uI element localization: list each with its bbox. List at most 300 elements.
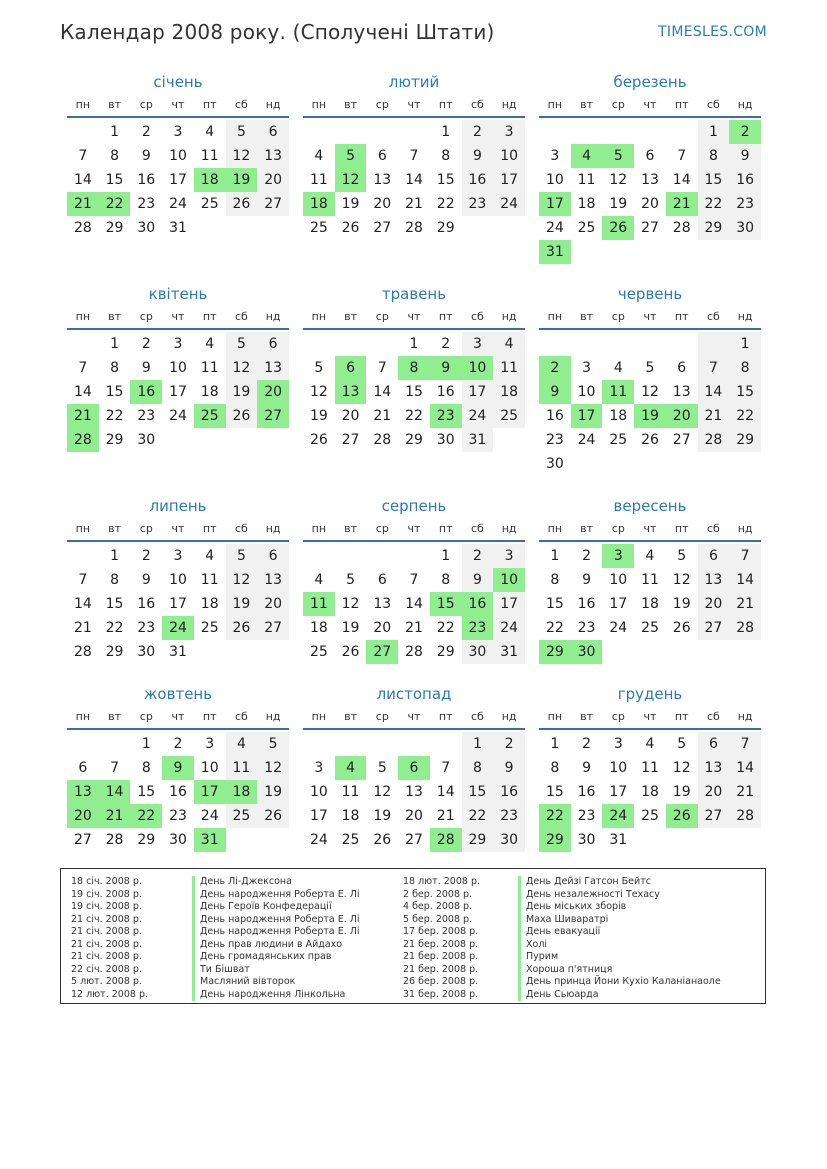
day-cell: 13 — [698, 568, 730, 592]
day-cell: 3 — [462, 332, 494, 356]
day-cell: 19 — [257, 780, 289, 804]
holiday-day-cell: 9 — [539, 380, 571, 404]
day-cell: 27 — [672, 432, 691, 448]
day-cell: 15 — [545, 596, 564, 612]
day-cell: 21 — [73, 620, 92, 636]
day-cell: 6 — [78, 760, 88, 776]
day-cell: 25 — [493, 404, 525, 428]
weekday-label: пт — [674, 310, 689, 323]
weekday-label: чт — [407, 98, 421, 111]
holiday-name: День незалежності Техасу — [518, 889, 721, 902]
day-cell: 7 — [110, 760, 120, 776]
month-name: липень — [149, 497, 207, 515]
day-cell: 20 — [257, 168, 289, 192]
weekday-label: нд — [501, 522, 517, 535]
day-cell: 29 — [436, 644, 455, 660]
weekday-label: вт — [580, 98, 593, 111]
day-cell: 8 — [729, 356, 761, 380]
day-cell: 17 — [169, 384, 187, 400]
day-cell: 2 — [173, 736, 183, 752]
holiday-day-cell: 20 — [257, 380, 289, 404]
holiday-day-cell: 22 — [130, 804, 162, 828]
day-cell: 11 — [641, 760, 659, 776]
holiday-date: 12 лют. 2008 р. — [71, 988, 148, 1000]
day-cell: 27 — [73, 832, 92, 848]
empty-day-cell — [666, 332, 698, 356]
holiday-day-cell: 23 — [462, 616, 494, 640]
day-cell: 19 — [341, 196, 360, 212]
holiday-day-cell: 24 — [602, 804, 634, 828]
day-cell: 28 — [73, 644, 92, 660]
weekday-label: пт — [202, 710, 217, 723]
day-cell: 27 — [641, 220, 659, 236]
day-cell: 27 — [373, 220, 392, 236]
weekday-label: пн — [311, 710, 327, 723]
holiday-date: 21 бер. 2008 р. — [403, 963, 479, 975]
day-cell: 27 — [405, 832, 423, 848]
day-cell: 19 — [226, 380, 258, 404]
weekday-label: пн — [547, 310, 563, 323]
day-cell: 2 — [582, 548, 592, 564]
holiday-day-cell: 28 — [67, 428, 99, 452]
day-cell: 3 — [550, 148, 560, 164]
weekday-label: пн — [311, 98, 327, 111]
day-cell: 28 — [373, 432, 392, 448]
weekday-label: сб — [471, 522, 484, 535]
day-cell: 10 — [545, 172, 564, 188]
day-cell: 12 — [226, 144, 258, 168]
weekday-label: пт — [674, 522, 689, 535]
day-cell: 27 — [341, 432, 360, 448]
holiday-date: 17 бер. 2008 р. — [403, 926, 479, 937]
day-cell: 23 — [169, 808, 187, 824]
holiday-day-cell: 27 — [366, 640, 398, 664]
day-cell: 20 — [341, 408, 360, 424]
day-cell: 9 — [141, 148, 151, 164]
day-cell: 14 — [698, 380, 730, 404]
weekday-label: сб — [707, 710, 720, 723]
day-cell: 1 — [698, 120, 730, 144]
holiday-day-cell: 9 — [430, 356, 462, 380]
day-cell: 8 — [462, 756, 494, 780]
holiday-name: Хороша п'ятниця — [518, 964, 721, 977]
day-cell: 25 — [609, 432, 628, 448]
holiday-names-left — [192, 876, 360, 1001]
day-cell: 22 — [729, 404, 761, 428]
weekday-label: ср — [375, 98, 389, 111]
day-cell: 22 — [436, 196, 455, 212]
day-cell: 6 — [645, 148, 655, 164]
weekday-label: чт — [643, 710, 657, 723]
month-12 — [539, 682, 761, 852]
holiday-name: День Лі-Джексона — [192, 876, 360, 889]
day-cell: 30 — [577, 832, 596, 848]
day-cell: 14 — [73, 172, 92, 188]
holiday-date: 18 лют. 2008 р. — [403, 876, 480, 887]
holiday-list — [60, 868, 766, 1004]
holiday-date: 21 бер. 2008 р. — [403, 951, 479, 962]
day-cell: 26 — [226, 404, 258, 428]
weekday-label: пн — [75, 522, 91, 535]
day-cell: 4 — [226, 732, 258, 756]
day-cell: 29 — [105, 644, 124, 660]
weekday-label: вт — [344, 710, 357, 723]
day-cell: 23 — [729, 192, 761, 216]
weekday-header — [67, 518, 289, 542]
day-cell: 29 — [462, 828, 494, 852]
day-cell: 16 — [169, 784, 187, 800]
weekday-label: чт — [171, 710, 185, 723]
holiday-day-cell: 26 — [666, 804, 698, 828]
weekday-label: пн — [311, 310, 327, 323]
weekday-label: вт — [344, 522, 357, 535]
holiday-day-cell: 20 — [67, 804, 99, 828]
day-cell: 23 — [137, 620, 156, 636]
day-cell: 17 — [309, 808, 328, 824]
day-cell: 27 — [698, 616, 730, 640]
holiday-day-cell: 22 — [539, 804, 571, 828]
day-cell: 29 — [137, 832, 156, 848]
holiday-date: 19 січ. 2008 р. — [71, 901, 142, 912]
day-cell: 3 — [173, 124, 183, 140]
day-cell: 26 — [341, 220, 360, 236]
holiday-date: 5 бер. 2008 р. — [403, 913, 473, 925]
day-cell: 6 — [377, 148, 387, 164]
holiday-date: 22 січ. 2008 р. — [71, 963, 142, 975]
day-cell: 3 — [582, 360, 592, 376]
day-cell: 8 — [141, 760, 151, 776]
day-cell: 7 — [729, 732, 761, 756]
day-cell: 22 — [698, 192, 730, 216]
day-cell: 8 — [441, 148, 451, 164]
weekday-label: вт — [108, 98, 121, 111]
day-cell: 20 — [257, 592, 289, 616]
holiday-day-cell: 17 — [194, 780, 226, 804]
weekday-label: чт — [171, 98, 185, 111]
day-cell: 1 — [141, 736, 151, 752]
holiday-day-cell: 5 — [335, 144, 367, 168]
day-cell: 20 — [405, 808, 423, 824]
day-cell: 15 — [545, 784, 564, 800]
empty-day-cell — [430, 732, 462, 756]
holiday-name: День міських зборів — [518, 901, 721, 914]
day-cell: 17 — [169, 172, 187, 188]
weekday-label: пт — [674, 710, 689, 723]
day-cell: 1 — [550, 548, 560, 564]
weekday-header — [539, 306, 761, 330]
holiday-day-cell: 28 — [430, 828, 462, 852]
weekday-label: вт — [580, 310, 593, 323]
day-cell: 12 — [309, 384, 328, 400]
day-cell: 1 — [441, 548, 451, 564]
weekday-label: пн — [75, 98, 91, 111]
day-cell: 13 — [257, 568, 289, 592]
day-cell: 7 — [409, 148, 419, 164]
month-name: жовтень — [143, 685, 213, 703]
holiday-day-cell: 13 — [67, 780, 99, 804]
holiday-day-cell: 11 — [602, 380, 634, 404]
day-cell: 19 — [672, 596, 691, 612]
month-7 — [67, 494, 289, 682]
day-cell: 7 — [441, 760, 451, 776]
weekday-label: чт — [171, 310, 185, 323]
empty-day-cell — [666, 120, 698, 144]
day-cell: 10 — [609, 760, 628, 776]
holiday-day-cell: 21 — [99, 804, 131, 828]
day-grid — [67, 120, 289, 240]
day-cell: 26 — [641, 432, 659, 448]
day-cell: 11 — [577, 172, 596, 188]
day-cell: 7 — [409, 572, 419, 588]
day-cell: 9 — [141, 360, 151, 376]
weekday-label: чт — [643, 310, 657, 323]
holiday-day-cell: 29 — [539, 640, 571, 664]
month-name: березень — [613, 73, 687, 91]
day-cell: 26 — [226, 192, 258, 216]
brand-link[interactable]: TIMESLES.COM — [658, 24, 767, 40]
day-cell: 30 — [729, 216, 761, 240]
day-cell: 14 — [73, 384, 92, 400]
day-cell: 2 — [141, 336, 151, 352]
day-cell: 6 — [257, 120, 289, 144]
holiday-day-cell: 18 — [303, 192, 335, 216]
day-cell: 21 — [436, 808, 455, 824]
empty-day-cell — [634, 332, 666, 356]
day-cell: 8 — [698, 144, 730, 168]
day-cell: 3 — [205, 736, 215, 752]
day-cell: 3 — [314, 760, 324, 776]
month-9 — [539, 494, 761, 682]
day-cell: 10 — [309, 784, 328, 800]
day-cell: 16 — [729, 168, 761, 192]
day-cell: 23 — [137, 408, 156, 424]
weekday-label: нд — [265, 710, 281, 723]
holiday-date: 26 бер. 2008 р. — [403, 976, 479, 987]
day-cell: 26 — [309, 432, 328, 448]
weekday-label: ср — [139, 98, 153, 111]
empty-day-cell — [366, 332, 398, 356]
day-cell: 5 — [645, 360, 655, 376]
day-cell: 5 — [314, 360, 324, 376]
day-cell: 19 — [341, 620, 360, 636]
weekday-label: пт — [438, 522, 453, 535]
holiday-day-cell: 9 — [162, 756, 194, 780]
holiday-day-cell: 25 — [194, 404, 226, 428]
day-cell: 3 — [613, 736, 623, 752]
day-cell: 4 — [205, 124, 215, 140]
month-11 — [303, 682, 525, 852]
day-cell: 24 — [493, 616, 525, 640]
weekday-header — [303, 518, 525, 542]
weekday-label: вт — [108, 522, 121, 535]
weekday-label: вт — [108, 710, 121, 723]
holiday-name: Ти Бішват — [192, 964, 360, 977]
day-cell: 31 — [169, 644, 187, 660]
day-cell: 5 — [226, 120, 258, 144]
day-cell: 8 — [550, 572, 560, 588]
day-cell: 5 — [226, 332, 258, 356]
day-cell: 14 — [405, 172, 423, 188]
weekday-label: пт — [202, 522, 217, 535]
day-cell: 11 — [309, 172, 328, 188]
holiday-date: 21 січ. 2008 р. — [71, 951, 142, 962]
weekday-label: чт — [643, 522, 657, 535]
day-cell: 15 — [105, 172, 124, 188]
weekday-label: пт — [202, 310, 217, 323]
day-cell: 7 — [729, 544, 761, 568]
day-cell: 29 — [405, 432, 423, 448]
day-grid — [539, 332, 761, 476]
holiday-day-cell: 22 — [99, 192, 131, 216]
day-cell: 16 — [436, 384, 455, 400]
day-cell: 30 — [545, 456, 564, 472]
day-cell: 17 — [462, 380, 494, 404]
day-cell: 28 — [405, 644, 423, 660]
day-cell: 19 — [226, 592, 258, 616]
day-cell: 8 — [110, 360, 120, 376]
day-cell: 7 — [677, 148, 687, 164]
empty-day-cell — [366, 544, 398, 568]
empty-day-cell — [67, 732, 99, 756]
day-cell: 8 — [550, 760, 560, 776]
day-cell: 24 — [609, 620, 628, 636]
holiday-name: День народження Роберта Е. Лі — [192, 889, 360, 902]
day-cell: 5 — [377, 760, 387, 776]
day-cell: 11 — [493, 356, 525, 380]
day-cell: 24 — [169, 408, 187, 424]
holiday-day-cell: 21 — [67, 192, 99, 216]
day-cell: 7 — [78, 148, 88, 164]
day-cell: 7 — [78, 360, 88, 376]
day-cell: 1 — [409, 336, 419, 352]
weekday-label: сб — [471, 310, 484, 323]
holiday-day-cell: 18 — [194, 168, 226, 192]
day-cell: 4 — [493, 332, 525, 356]
day-cell: 18 — [641, 784, 659, 800]
day-cell: 29 — [436, 220, 455, 236]
day-cell: 8 — [441, 572, 451, 588]
empty-day-cell — [539, 120, 571, 144]
weekday-label: сб — [707, 310, 720, 323]
day-cell: 17 — [609, 784, 628, 800]
day-cell: 1 — [462, 732, 494, 756]
weekday-label: вт — [344, 310, 357, 323]
day-cell: 14 — [729, 568, 761, 592]
day-cell: 16 — [577, 784, 596, 800]
holiday-name: День Героїв Конфедерації — [192, 901, 360, 914]
empty-day-cell — [602, 120, 634, 144]
day-cell: 8 — [110, 572, 120, 588]
weekday-label: пт — [438, 310, 453, 323]
weekday-header — [539, 518, 761, 542]
empty-day-cell — [571, 120, 603, 144]
day-cell: 23 — [493, 804, 525, 828]
empty-day-cell — [398, 120, 430, 144]
day-cell: 20 — [373, 620, 392, 636]
day-cell: 9 — [729, 144, 761, 168]
holiday-day-cell: 4 — [335, 756, 367, 780]
day-cell: 14 — [436, 784, 455, 800]
day-cell: 21 — [698, 404, 730, 428]
holiday-day-cell: 17 — [571, 404, 603, 428]
day-cell: 9 — [582, 572, 592, 588]
empty-day-cell — [303, 120, 335, 144]
day-cell: 21 — [729, 592, 761, 616]
empty-day-cell — [99, 732, 131, 756]
day-grid — [539, 120, 761, 264]
day-cell: 13 — [373, 596, 392, 612]
weekday-label: сб — [707, 522, 720, 535]
day-cell: 11 — [200, 148, 219, 164]
day-cell: 16 — [137, 596, 156, 612]
empty-day-cell — [571, 332, 603, 356]
day-cell: 6 — [377, 572, 387, 588]
weekday-label: нд — [501, 310, 517, 323]
holiday-date: 5 лют. 2008 р. — [71, 976, 142, 987]
day-cell: 28 — [698, 428, 730, 452]
day-grid — [539, 732, 761, 852]
month-3 — [539, 70, 761, 282]
day-cell: 30 — [137, 220, 156, 236]
day-cell: 14 — [405, 596, 423, 612]
holiday-dates-left — [71, 876, 148, 1001]
day-cell: 15 — [105, 596, 124, 612]
weekday-label: сб — [235, 310, 248, 323]
day-cell: 15 — [729, 380, 761, 404]
day-cell: 31 — [169, 220, 187, 236]
month-name: грудень — [617, 685, 683, 703]
day-cell: 12 — [226, 568, 258, 592]
empty-day-cell — [335, 120, 367, 144]
month-8 — [303, 494, 525, 682]
holiday-date: 21 січ. 2008 р. — [71, 938, 142, 950]
day-cell: 30 — [137, 432, 156, 448]
weekday-label: пн — [75, 310, 91, 323]
empty-day-cell — [366, 120, 398, 144]
holiday-day-cell: 13 — [335, 380, 367, 404]
day-cell: 15 — [105, 384, 124, 400]
holiday-date: 2 бер. 2008 р. — [403, 888, 473, 900]
day-cell: 17 — [493, 168, 525, 192]
day-cell: 11 — [226, 756, 258, 780]
weekday-label: пт — [202, 98, 217, 111]
holiday-name: День Дейзі Гатсон Бейтс — [518, 876, 721, 889]
day-cell: 30 — [462, 640, 494, 664]
day-cell: 11 — [200, 360, 219, 376]
day-cell: 28 — [105, 832, 124, 848]
day-cell: 18 — [493, 380, 525, 404]
day-cell: 21 — [373, 408, 392, 424]
month-10 — [67, 682, 289, 852]
empty-day-cell — [698, 332, 730, 356]
day-cell: 25 — [341, 832, 360, 848]
weekday-label: чт — [407, 710, 421, 723]
day-cell: 16 — [493, 780, 525, 804]
empty-day-cell — [398, 732, 430, 756]
day-cell: 26 — [672, 620, 691, 636]
holiday-day-cell: 17 — [539, 192, 571, 216]
holiday-day-cell: 18 — [226, 780, 258, 804]
day-cell: 3 — [173, 548, 183, 564]
weekday-header — [67, 306, 289, 330]
holiday-name: День евакуації — [518, 926, 721, 939]
day-cell: 13 — [405, 784, 423, 800]
day-cell: 16 — [545, 408, 564, 424]
day-cell: 25 — [200, 196, 219, 212]
day-cell: 23 — [577, 808, 596, 824]
day-grid — [303, 732, 525, 852]
day-grid — [539, 544, 761, 664]
